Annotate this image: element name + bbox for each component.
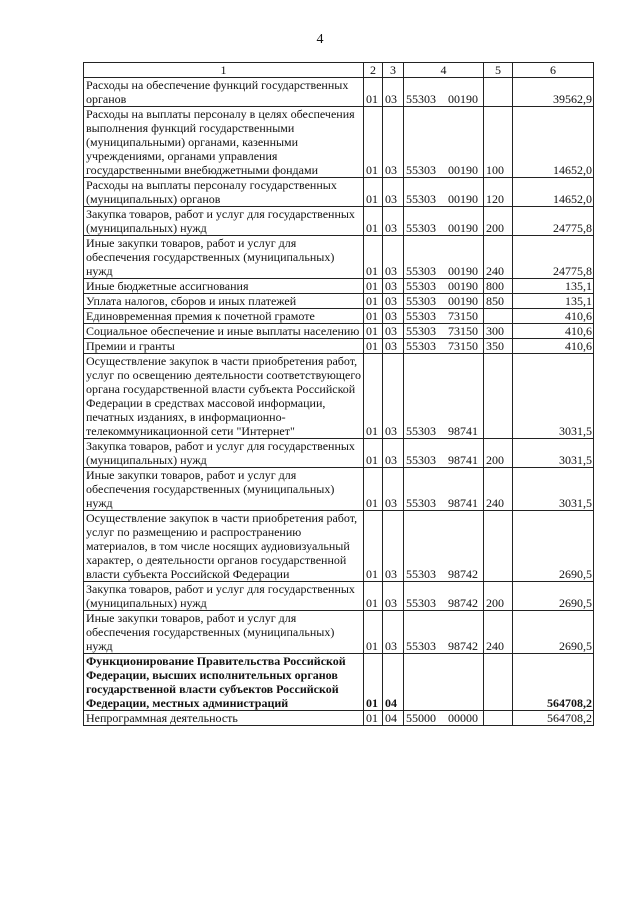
row-expense-type-code: 240 [484,236,513,279]
row-target-code [404,439,484,468]
column-header: 4 [404,63,484,78]
row-expense-type-code: 120 [484,178,513,207]
row-target-code [404,582,484,611]
row-target-code-direction: 00190 [448,221,478,235]
row-subsection-code: 03 [383,611,404,654]
row-target-code-direction: 73150 [448,339,478,353]
page-number: 4 [316,32,324,47]
row-section-code: 01 [364,354,383,439]
table-row [84,309,594,324]
row-name: Закупка товаров, работ и услуг для государственных (муниципальных) нужд [84,207,364,236]
row-subsection-code: 03 [383,468,404,511]
row-expense-type-code [484,309,513,324]
row-subsection-code: 03 [383,207,404,236]
row-subsection-code: 04 [383,711,404,726]
row-amount: 135,1 [513,279,594,294]
table-row [84,654,594,711]
budget-table [83,62,594,726]
table-row [84,468,594,511]
row-target-code-program: 55303 [406,309,436,323]
row-target-code-direction: 98741 [448,453,478,467]
row-target-code [404,611,484,654]
row-target-code-direction: 98741 [448,424,478,438]
row-target-code-program: 55303 [406,324,436,338]
column-header: 6 [513,63,594,78]
table-row [84,279,594,294]
row-section-code: 01 [364,582,383,611]
table-row [84,107,594,178]
column-header: 1 [84,63,364,78]
row-target-code [404,354,484,439]
table-row [84,611,594,654]
row-amount: 24775,8 [513,207,594,236]
row-section-code: 01 [364,294,383,309]
row-target-code-program: 55303 [406,424,436,438]
row-section-code: 01 [364,439,383,468]
row-target-code [404,654,484,711]
row-expense-type-code: 850 [484,294,513,309]
row-subsection-code: 03 [383,324,404,339]
row-target-code-direction: 73150 [448,324,478,338]
row-subsection-code: 03 [383,582,404,611]
table-row [84,236,594,279]
row-name: Осуществление закупок в части приобретения работ, услуг по размещению и распространению материалов, в том числе носящих аудиовизуальный характер, о деятельности органов государственной власти субъекта Российской Федерации [84,511,364,582]
row-amount: 39562,9 [513,78,594,107]
row-target-code-program: 55303 [406,453,436,467]
row-name: Социальное обеспечение и иные выплаты населению [84,324,364,339]
row-target-code-direction: 98742 [448,639,478,653]
row-amount: 2690,5 [513,511,594,582]
row-expense-type-code: 300 [484,324,513,339]
row-amount: 135,1 [513,294,594,309]
table-row [84,511,594,582]
row-target-code-direction: 00000 [448,711,478,725]
row-target-code-direction: 98742 [448,567,478,581]
table-row [84,439,594,468]
row-subsection-code: 03 [383,178,404,207]
row-target-code-program: 55000 [406,711,436,725]
row-target-code-program: 55303 [406,294,436,308]
row-section-code: 01 [364,611,383,654]
row-subsection-code: 04 [383,654,404,711]
row-target-code [404,324,484,339]
row-target-code-direction: 00190 [448,279,478,293]
row-target-code-direction: 98742 [448,596,478,610]
row-name: Иные закупки товаров, работ и услуг для обеспечения государственных (муниципальных) нужд [84,611,364,654]
table-row [84,354,594,439]
row-target-code-direction: 00190 [448,92,478,106]
row-expense-type-code [484,711,513,726]
row-subsection-code: 03 [383,511,404,582]
row-target-code [404,511,484,582]
row-expense-type-code [484,78,513,107]
row-amount: 410,6 [513,339,594,354]
table-row [84,207,594,236]
row-subsection-code: 03 [383,439,404,468]
row-target-code-direction: 00190 [448,294,478,308]
row-expense-type-code: 200 [484,439,513,468]
row-section-code: 01 [364,207,383,236]
row-section-code: 01 [364,711,383,726]
column-header: 3 [383,63,404,78]
row-expense-type-code: 200 [484,207,513,236]
row-name: Премии и гранты [84,339,364,354]
column-header: 5 [484,63,513,78]
row-expense-type-code: 100 [484,107,513,178]
row-target-code-program: 55303 [406,92,436,106]
row-target-code-program: 55303 [406,264,436,278]
row-section-code: 01 [364,236,383,279]
row-amount: 564708,2 [513,654,594,711]
row-subsection-code: 03 [383,339,404,354]
row-expense-type-code [484,354,513,439]
row-section-code: 01 [364,309,383,324]
row-target-code-direction: 73150 [448,309,478,323]
row-expense-type-code: 800 [484,279,513,294]
row-target-code-program: 55303 [406,596,436,610]
row-amount: 3031,5 [513,468,594,511]
row-name: Иные закупки товаров, работ и услуг для обеспечения государственных (муниципальных) нужд [84,468,364,511]
row-amount: 3031,5 [513,354,594,439]
row-target-code-program: 55303 [406,192,436,206]
row-target-code-direction: 00190 [448,163,478,177]
row-target-code-direction: 98741 [448,496,478,510]
row-name: Закупка товаров, работ и услуг для государственных (муниципальных) нужд [84,582,364,611]
row-subsection-code: 03 [383,236,404,279]
row-amount: 14652,0 [513,178,594,207]
row-name: Иные бюджетные ассигнования [84,279,364,294]
row-subsection-code: 03 [383,354,404,439]
row-target-code-direction: 00190 [448,192,478,206]
row-target-code [404,711,484,726]
row-amount: 14652,0 [513,107,594,178]
row-section-code: 01 [364,107,383,178]
row-subsection-code: 03 [383,279,404,294]
row-target-code [404,339,484,354]
row-amount: 410,6 [513,309,594,324]
row-name: Осуществление закупок в части приобретения работ, услуг по освещению деятельности соответствующего органа государственной власти субъекта Российской Федерации в средствах массовой информации, печатных изданиях, в информационно-телекоммуникационной сети "Интернет" [84,354,364,439]
row-amount: 410,6 [513,324,594,339]
row-target-code-program: 55303 [406,221,436,235]
row-name: Единовременная премия к почетной грамоте [84,309,364,324]
row-name: Непрограммная деятельность [84,711,364,726]
table-row [84,339,594,354]
row-target-code-direction: 00190 [448,264,478,278]
table-row [84,294,594,309]
row-section-code: 01 [364,78,383,107]
row-section-code: 01 [364,279,383,294]
row-target-code [404,178,484,207]
table-row [84,324,594,339]
table-body [84,78,594,726]
row-section-code: 01 [364,339,383,354]
row-expense-type-code: 240 [484,611,513,654]
table-row [84,582,594,611]
table-row [84,711,594,726]
row-amount: 2690,5 [513,582,594,611]
row-target-code [404,236,484,279]
row-name: Расходы на выплаты персоналу в целях обеспечения выполнения функций государственными (муниципальными) органами, казенными учреждениями, органами управления государственными внебюджетными фондами [84,107,364,178]
row-target-code-program: 55303 [406,339,436,353]
row-target-code [404,279,484,294]
row-subsection-code: 03 [383,309,404,324]
row-target-code [404,207,484,236]
table-header-row [84,63,594,78]
row-expense-type-code: 200 [484,582,513,611]
row-amount: 2690,5 [513,611,594,654]
row-target-code-program: 55303 [406,163,436,177]
row-name: Расходы на выплаты персоналу государственных (муниципальных) органов [84,178,364,207]
row-target-code-program: 55303 [406,567,436,581]
row-section-code: 01 [364,324,383,339]
row-name: Закупка товаров, работ и услуг для государственных (муниципальных) нужд [84,439,364,468]
row-section-code: 01 [364,178,383,207]
row-section-code: 01 [364,468,383,511]
row-expense-type-code [484,511,513,582]
row-amount: 3031,5 [513,439,594,468]
row-name: Иные закупки товаров, работ и услуг для обеспечения государственных (муниципальных) нужд [84,236,364,279]
row-target-code [404,78,484,107]
row-target-code-program: 55303 [406,496,436,510]
row-subsection-code: 03 [383,78,404,107]
column-header: 2 [364,63,383,78]
table-row [84,78,594,107]
row-target-code-program: 55303 [406,639,436,653]
row-amount: 564708,2 [513,711,594,726]
row-target-code [404,468,484,511]
row-section-code: 01 [364,511,383,582]
row-name: Уплата налогов, сборов и иных платежей [84,294,364,309]
row-name: Функционирование Правительства Российской Федерации, высших исполнительных органов государственной власти субъектов Российской Федерации, местных администраций [84,654,364,711]
row-subsection-code: 03 [383,294,404,309]
row-amount: 24775,8 [513,236,594,279]
row-subsection-code: 03 [383,107,404,178]
row-expense-type-code: 240 [484,468,513,511]
row-target-code-program: 55303 [406,279,436,293]
table-row [84,178,594,207]
row-target-code [404,309,484,324]
row-target-code [404,107,484,178]
row-expense-type-code: 350 [484,339,513,354]
row-name: Расходы на обеспечение функций государственных органов [84,78,364,107]
row-target-code [404,294,484,309]
row-expense-type-code [484,654,513,711]
row-section-code: 01 [364,654,383,711]
